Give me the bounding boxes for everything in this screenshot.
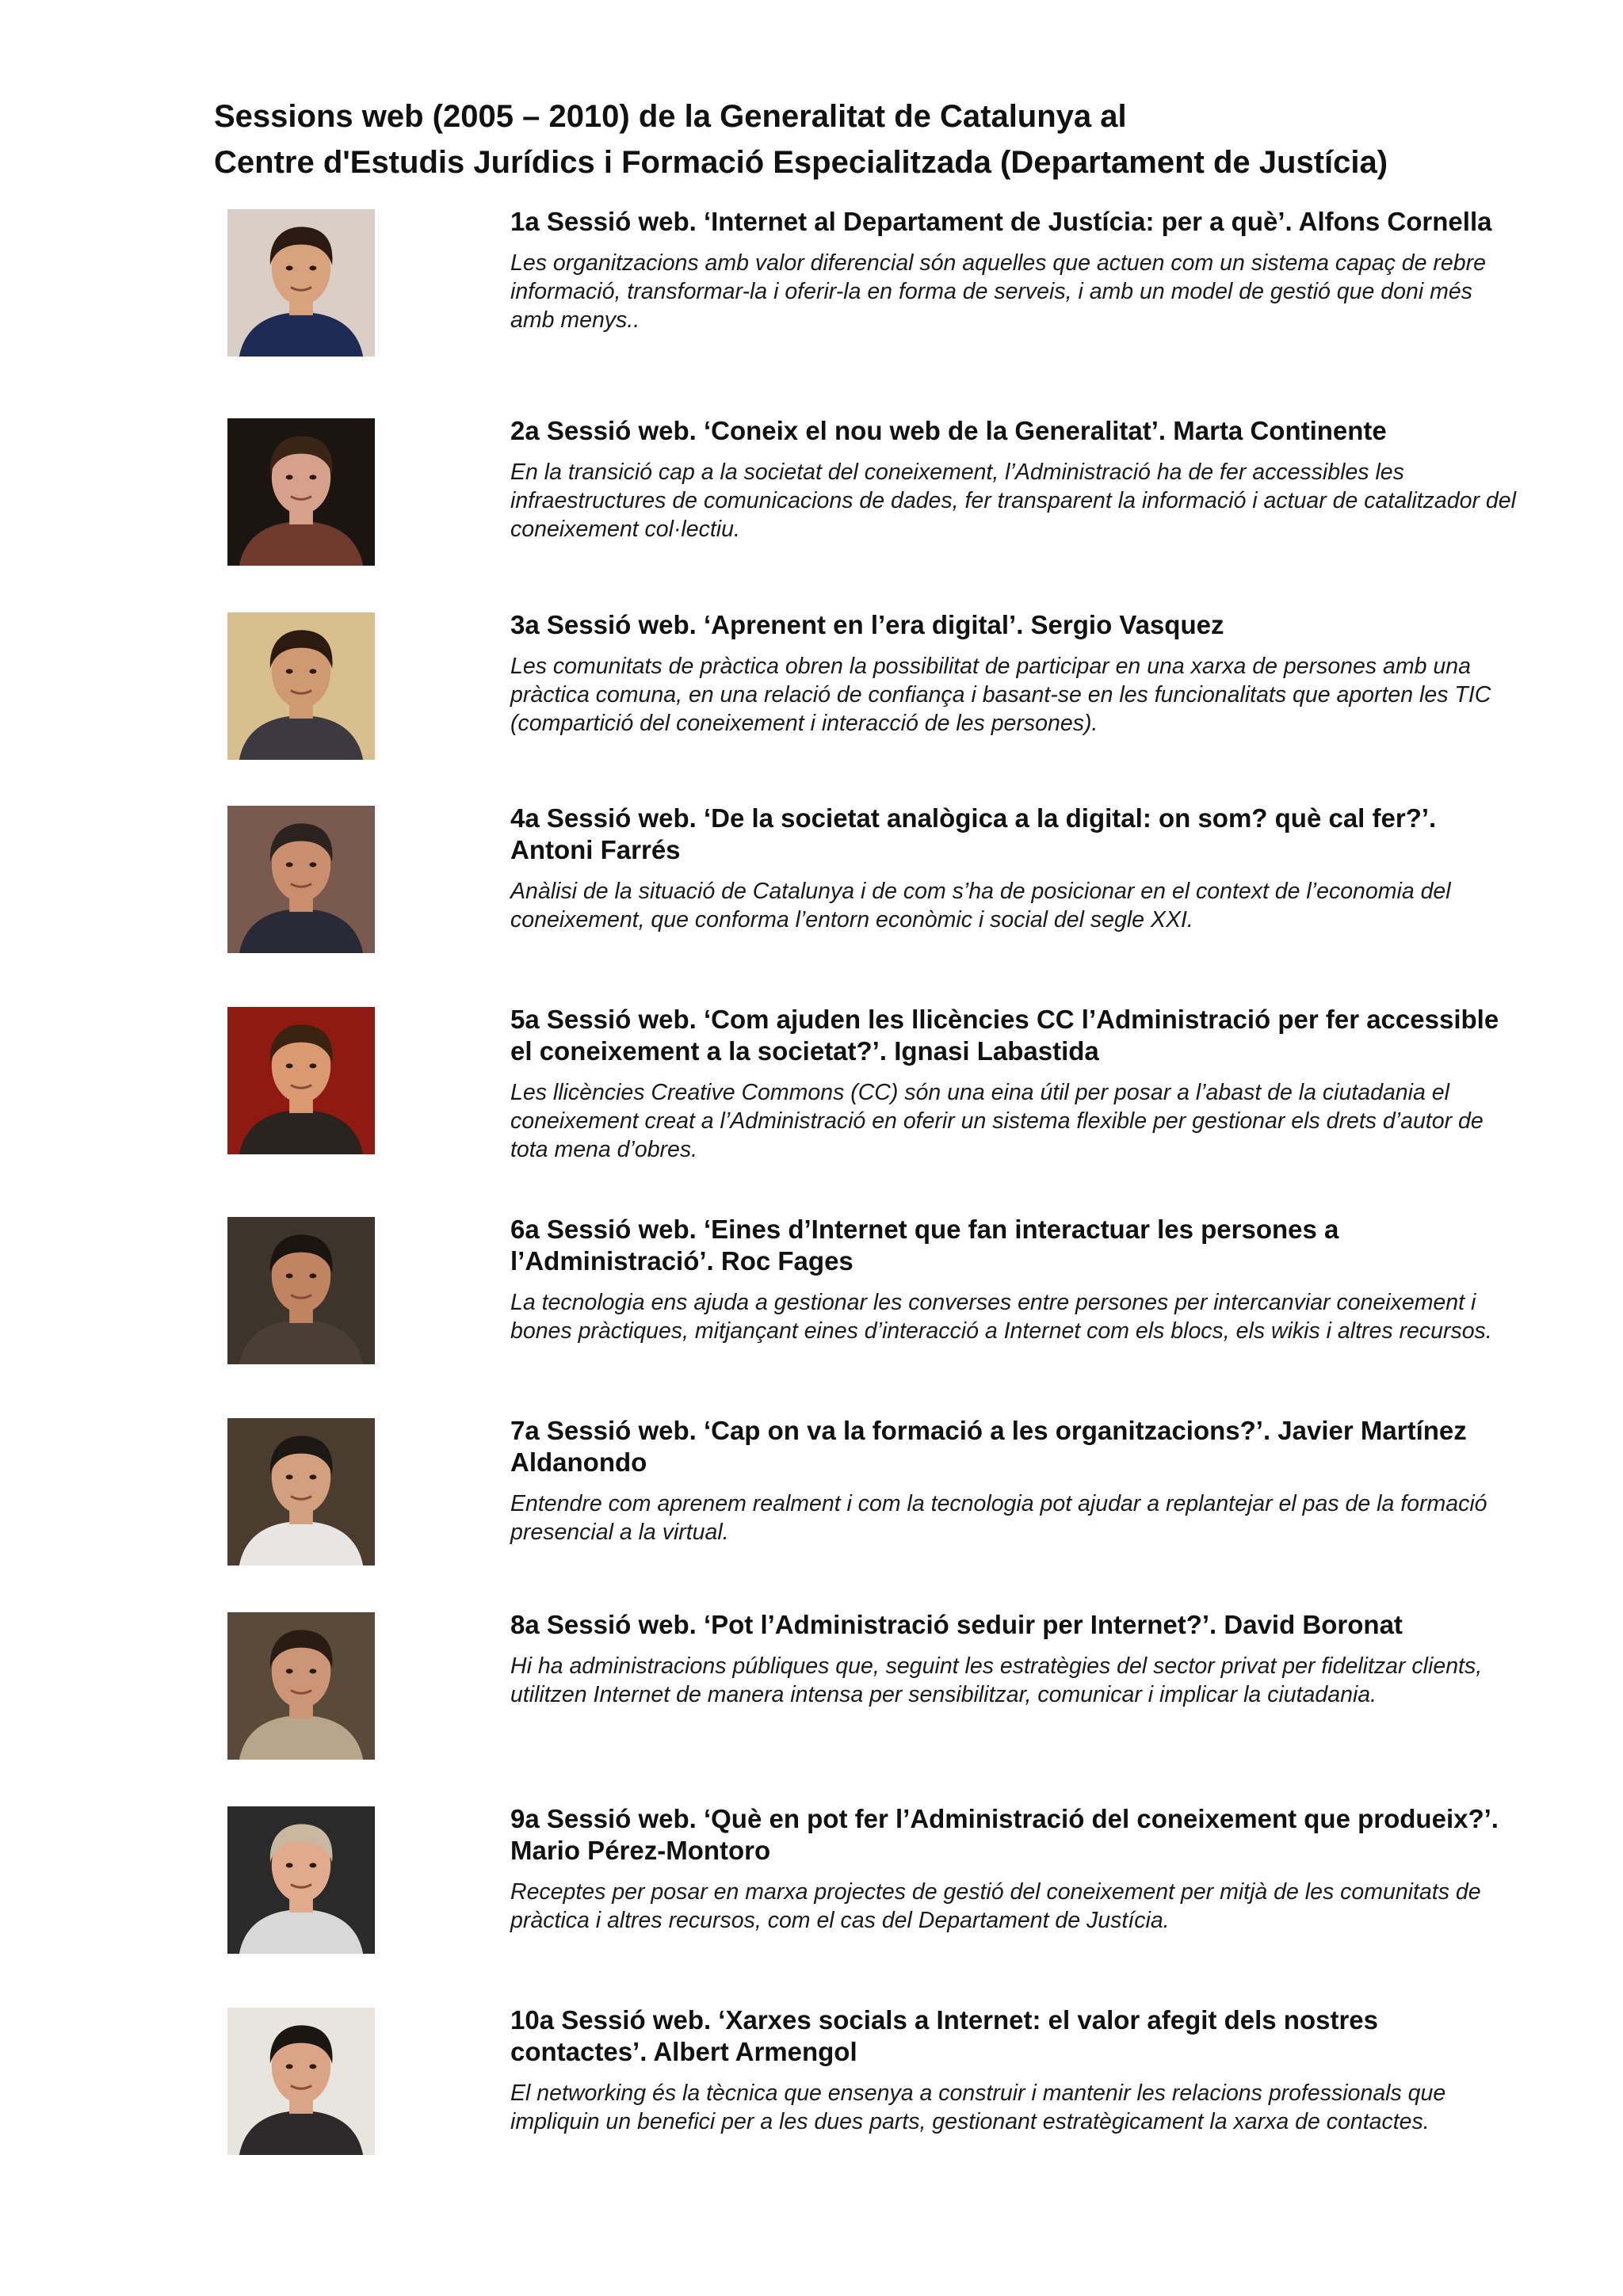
portrait-eye-right <box>309 2064 316 2069</box>
session-heading: 9a Sessió web. ‘Què en pot fer l’Administració del coneixement que produeix?’. Mario Pérez-Montoro <box>510 1804 1499 1865</box>
speaker-photo <box>227 1007 375 1154</box>
speaker-photo <box>227 2008 375 2155</box>
session-description: En la transició cap a la societat del coneixement, l’Administració ha de fer accessibles les infraestructures de comunicacions de dades, fer transparent la informació i actuar de catalitzador del coneixement col·lectiu. <box>510 460 1516 542</box>
portrait-eye-left <box>286 475 293 479</box>
session-heading: 7a Sessió web. ‘Cap on va la formació a les organitzacions?’. Javier Martínez Aldanondo <box>510 1416 1467 1477</box>
speaker-photo <box>227 1217 375 1364</box>
session-description: Les comunitats de pràctica obren la possibilitat de participar en una xarxa de persones amb una pràctica comuna, en una relació de confiança i basant-se en les funcionalitats que aporten les TIC (compartició del coneixement i interacció de les persones). <box>510 654 1491 736</box>
portrait-eye-right <box>309 669 316 673</box>
portrait-eye-left <box>286 1063 293 1068</box>
portrait-eye-left <box>286 669 293 673</box>
speaker-portrait <box>227 1217 375 1364</box>
speaker-portrait <box>227 1418 375 1566</box>
portrait-eye-right <box>309 862 316 867</box>
session-heading: 10a Sessió web. ‘Xarxes socials a Internet: el valor afegit dels nostres contactes’. Albert Armengol <box>510 2005 1378 2066</box>
portrait-eye-left <box>286 1863 293 1867</box>
portrait-eye-right <box>309 1474 316 1479</box>
portrait-eye-right <box>309 1863 316 1867</box>
session-description: Anàlisi de la situació de Catalunya i de com s’ha de posicionar en el context de l’economia del coneixement, que conforma l’entorn econòmic i social del segle XXI. <box>510 879 1451 933</box>
session-heading: 3a Sessió web. ‘Aprenent en l’era digital’. Sergio Vasquez <box>510 610 1224 639</box>
session-description: La tecnologia ens ajuda a gestionar les converses entre persones per intercanviar coneixement i bones pràctiques, mitjançant eines d’interacció a Internet com els blocs, els wikis i altres recursos. <box>510 1290 1492 1344</box>
portrait-eye-right <box>309 1273 316 1278</box>
portrait-eye-right <box>309 1669 316 1673</box>
speaker-photo <box>227 418 375 566</box>
session-description: Hi ha administracions públiques que, seguint les estratègies del sector privat per fidelitzar clients, utilitzen Internet de manera intensa per sensibilitzar, comunicar i implicar la ciutadania. <box>510 1653 1483 1707</box>
speaker-photo <box>227 209 375 357</box>
session-heading: 2a Sessió web. ‘Coneix el nou web de la Generalitat’. Marta Continente <box>510 416 1387 445</box>
session-heading: 1a Sessió web. ‘Internet al Departament de Justícia: per a què’. Alfons Cornella <box>510 207 1492 236</box>
speaker-portrait <box>227 1612 375 1760</box>
session-description: Entendre com aprenem realment i com la tecnologia pot ajudar a replantejar el pas de la formació presencial a la virtual. <box>510 1491 1487 1545</box>
portrait-eye-left <box>286 265 293 270</box>
session-description: Les llicències Creative Commons (CC) són una eina útil per posar a l’abast de la ciutadania el coneixement creat a l’Administració en oferir un sistema flexible per gestionar els drets d’autor de tota mena d’obres. <box>510 1080 1484 1162</box>
page-title-line-1: Sessions web (2005 – 2010) de la Generalitat de Catalunya al <box>214 99 1127 134</box>
speaker-photo <box>227 1806 375 1954</box>
speaker-portrait <box>227 2008 375 2155</box>
portrait-eye-left <box>286 1273 293 1278</box>
session-heading: 4a Sessió web. ‘De la societat analògica a la digital: on som? què cal fer?’. Antoni Farrés <box>510 803 1437 864</box>
session-description: Receptes per posar en marxa projectes de gestió del coneixement per mitjà de les comunitats de pràctica i altres recursos, com el cas del Departament de Justícia. <box>510 1879 1481 1933</box>
speaker-photo <box>227 806 375 953</box>
session-heading: 8a Sessió web. ‘Pot l’Administració seduir per Internet?’. David Boronat <box>510 1610 1403 1639</box>
portrait-eye-left <box>286 2064 293 2069</box>
speaker-portrait <box>227 612 375 760</box>
session-description: Les organitzacions amb valor diferencial són aquelles que actuen com un sistema capaç de rebre informació, transformar-la i oferir-la en forma de serveis, i amb un model de gestió que doni més amb menys.. <box>510 250 1486 333</box>
session-heading: 5a Sessió web. ‘Com ajuden les llicències CC l’Administració per fer accessible el coneixement a la societat?’. Ignasi Labastida <box>510 1005 1499 1066</box>
speaker-portrait <box>227 418 375 566</box>
session-heading: 6a Sessió web. ‘Eines d’Internet que fan interactuar les persones a l’Administració’. Roc Fages <box>510 1215 1339 1276</box>
portrait-eye-right <box>309 475 316 479</box>
portrait-eye-left <box>286 1474 293 1479</box>
speaker-photo <box>227 1418 375 1566</box>
speaker-portrait <box>227 1007 375 1154</box>
session-description: El networking és la tècnica que ensenya a construir i mantenir les relacions professionals que impliquin un benefici per a les dues parts, gestionant estratègicament la xarxa de contactes. <box>510 2081 1446 2134</box>
portrait-eye-left <box>286 862 293 867</box>
speaker-portrait <box>227 209 375 357</box>
speaker-photo <box>227 1612 375 1760</box>
portrait-eye-right <box>309 1063 316 1068</box>
portrait-eye-left <box>286 1669 293 1673</box>
speaker-portrait <box>227 806 375 953</box>
page-title-line-2: Centre d'Estudis Jurídics i Formació Especialitzada (Departament de Justícia) <box>214 145 1388 180</box>
speaker-photo <box>227 612 375 760</box>
portrait-eye-right <box>309 265 316 270</box>
speaker-portrait <box>227 1806 375 1954</box>
